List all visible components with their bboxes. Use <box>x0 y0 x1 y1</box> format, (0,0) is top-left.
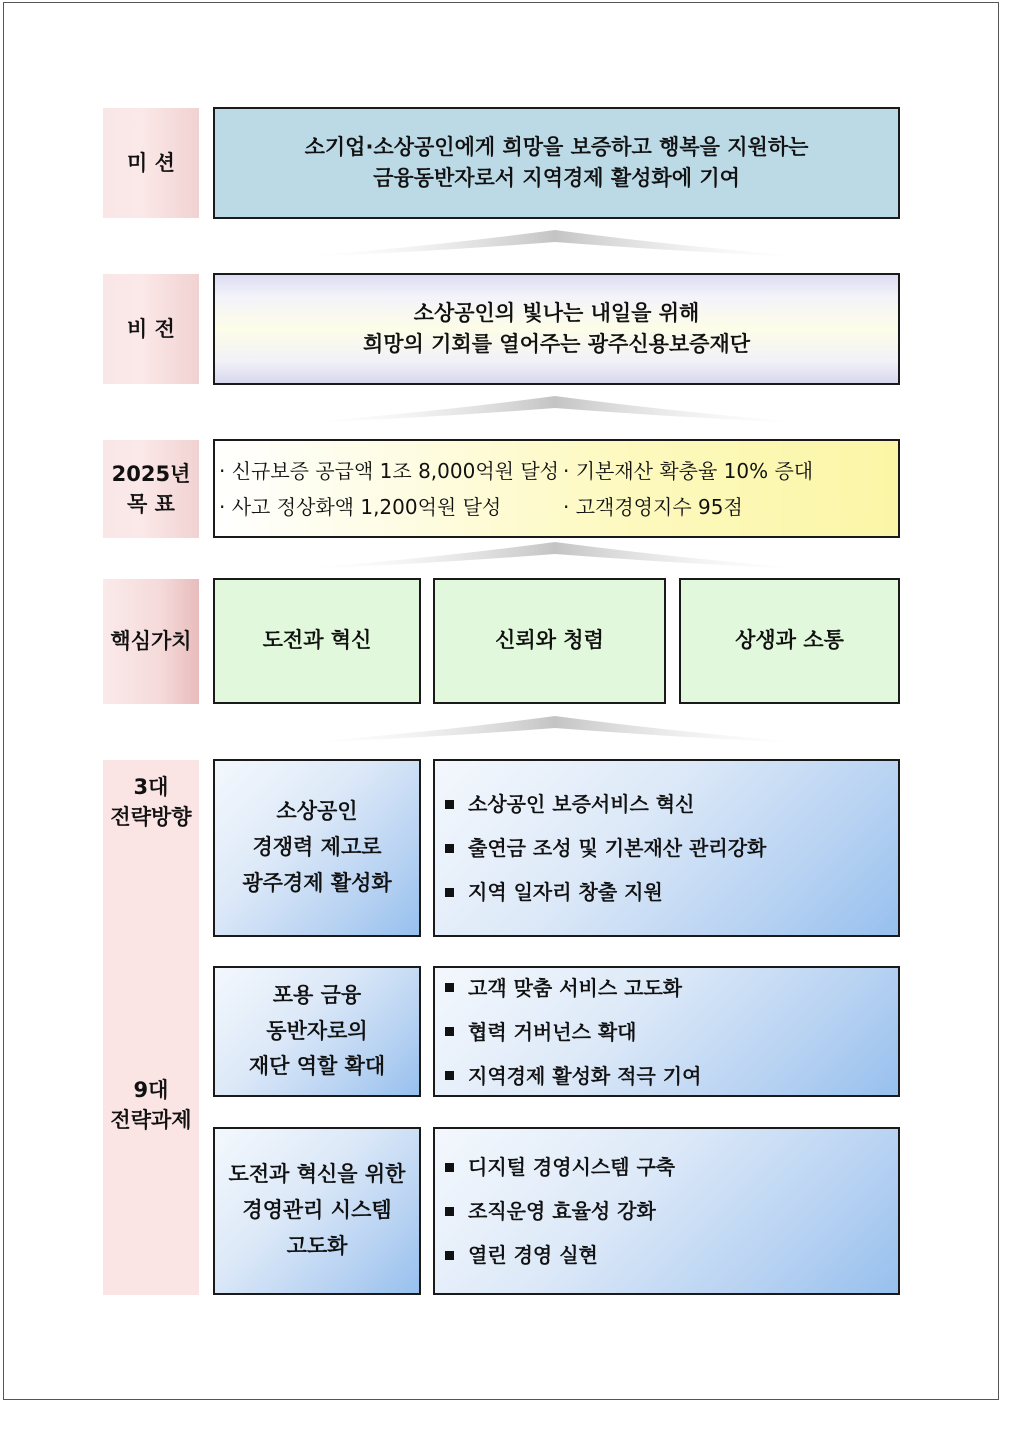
goal-item: · 기본재산 확충율 10% 증대 <box>563 458 814 483</box>
strategy-direction-label <box>103 772 199 833</box>
core-value-text: 상생과 소통 <box>735 628 844 653</box>
core-value-box <box>213 578 421 704</box>
strategy-direction-line: 광주경제 활성화 <box>242 870 392 895</box>
mission-line-2: 금융동반자로서 지역경제 활성화에 기여 <box>373 166 740 190</box>
core-value-text: 도전과 혁신 <box>262 628 372 653</box>
strategy-direction-line: 소상공인 <box>276 799 358 824</box>
task-item <box>445 877 663 907</box>
strategy-direction-box <box>213 966 421 1097</box>
goal-word-text: 목 표 <box>127 492 175 516</box>
task-text: 소상공인 보증서비스 혁신 <box>468 792 695 816</box>
task-text: 고객 맞춤 서비스 고도화 <box>468 975 683 1000</box>
square-bullet-icon <box>445 888 454 897</box>
goal-item: · 사고 정상화액 1,200억원 달성 <box>219 494 502 519</box>
task-text: 지역경제 활성화 적극 기여 <box>468 1063 702 1088</box>
goal-item: · 신규보증 공급액 1조 8,000억원 달성 <box>219 458 559 483</box>
task-text: 열린 경영 실현 <box>468 1243 598 1267</box>
strategy-direction-line: 고도화 <box>286 1233 348 1258</box>
goal-column-right <box>559 441 883 536</box>
task-item <box>445 833 766 863</box>
strategy-direction-line: 동반자로의 <box>266 1018 368 1043</box>
task-item <box>445 1017 637 1047</box>
mission-label-text: 미 션 <box>127 150 175 175</box>
strategy-word-text: 전략방향 <box>110 805 192 830</box>
strategy-direction-line: 도전과 혁신을 위한 <box>228 1162 406 1187</box>
task-item <box>445 1061 701 1091</box>
task-text: 협력 거버넌스 확대 <box>468 1019 637 1044</box>
task-count-text: 9대 <box>133 1078 169 1102</box>
square-bullet-icon <box>445 844 454 853</box>
square-bullet-icon <box>445 800 454 809</box>
mission-line-1: 소기업·소상공인에게 희망을 보증하고 행복을 지원하는 <box>304 134 809 159</box>
square-bullet-icon <box>445 1027 454 1036</box>
task-text: 출연금 조성 및 기본재산 관리강화 <box>468 836 767 860</box>
strategy-direction-box <box>213 759 421 937</box>
strategy-direction-line: 재단 역할 확대 <box>248 1054 386 1079</box>
task-item <box>445 1152 675 1182</box>
strategy-direction-line: 포용 금융 <box>272 982 362 1007</box>
strategy-task-box <box>433 759 900 937</box>
goal-label <box>103 440 199 538</box>
up-arrow-icon <box>285 714 825 744</box>
task-item <box>445 1240 598 1270</box>
task-word-text: 전략과제 <box>110 1108 192 1133</box>
goal-item: · 고객경영지수 95점 <box>563 494 743 519</box>
up-arrow-icon <box>285 228 825 258</box>
core-value-box <box>433 578 666 704</box>
square-bullet-icon <box>445 1071 454 1080</box>
task-text: 조직운영 효율성 강화 <box>468 1199 656 1223</box>
strategy-direction-line: 경영관리 시스템 <box>242 1198 392 1223</box>
strategy-direction-line: 경쟁력 제고로 <box>252 835 382 860</box>
vision-label-text: 비 전 <box>127 316 175 341</box>
up-arrow-icon <box>285 540 825 570</box>
mission-label <box>103 108 199 218</box>
goal-year-text: 2025년 <box>111 461 191 486</box>
vision-label <box>103 274 199 384</box>
task-item <box>445 1196 656 1226</box>
mission-box <box>213 107 900 219</box>
vision-box <box>213 273 900 385</box>
strategy-count-text: 3대 <box>133 775 169 799</box>
goal-box <box>213 439 900 538</box>
task-text: 지역 일자리 창출 지원 <box>468 880 663 904</box>
core-values-label-text: 핵심가치 <box>110 629 192 654</box>
core-value-box <box>679 578 900 704</box>
task-item <box>445 789 694 819</box>
task-item <box>445 973 682 1003</box>
goal-column-left <box>215 441 559 536</box>
square-bullet-icon <box>445 983 454 992</box>
core-value-text: 신뢰와 청렴 <box>495 628 604 653</box>
square-bullet-icon <box>445 1207 454 1216</box>
vision-line-1: 소상공인의 빛나는 내일을 위해 <box>413 300 700 325</box>
strategy-task-box <box>433 1127 900 1295</box>
strategy-task-box <box>433 966 900 1097</box>
square-bullet-icon <box>445 1251 454 1260</box>
up-arrow-icon <box>285 394 825 424</box>
strategy-direction-box <box>213 1127 421 1295</box>
square-bullet-icon <box>445 1163 454 1172</box>
task-text: 디지털 경영시스템 구축 <box>468 1155 676 1179</box>
strategy-task-label <box>103 1075 199 1136</box>
strategy-label <box>103 760 199 1295</box>
vision-line-2: 희망의 기회를 열어주는 광주신용보증재단 <box>362 332 751 356</box>
core-values-label <box>103 579 199 704</box>
